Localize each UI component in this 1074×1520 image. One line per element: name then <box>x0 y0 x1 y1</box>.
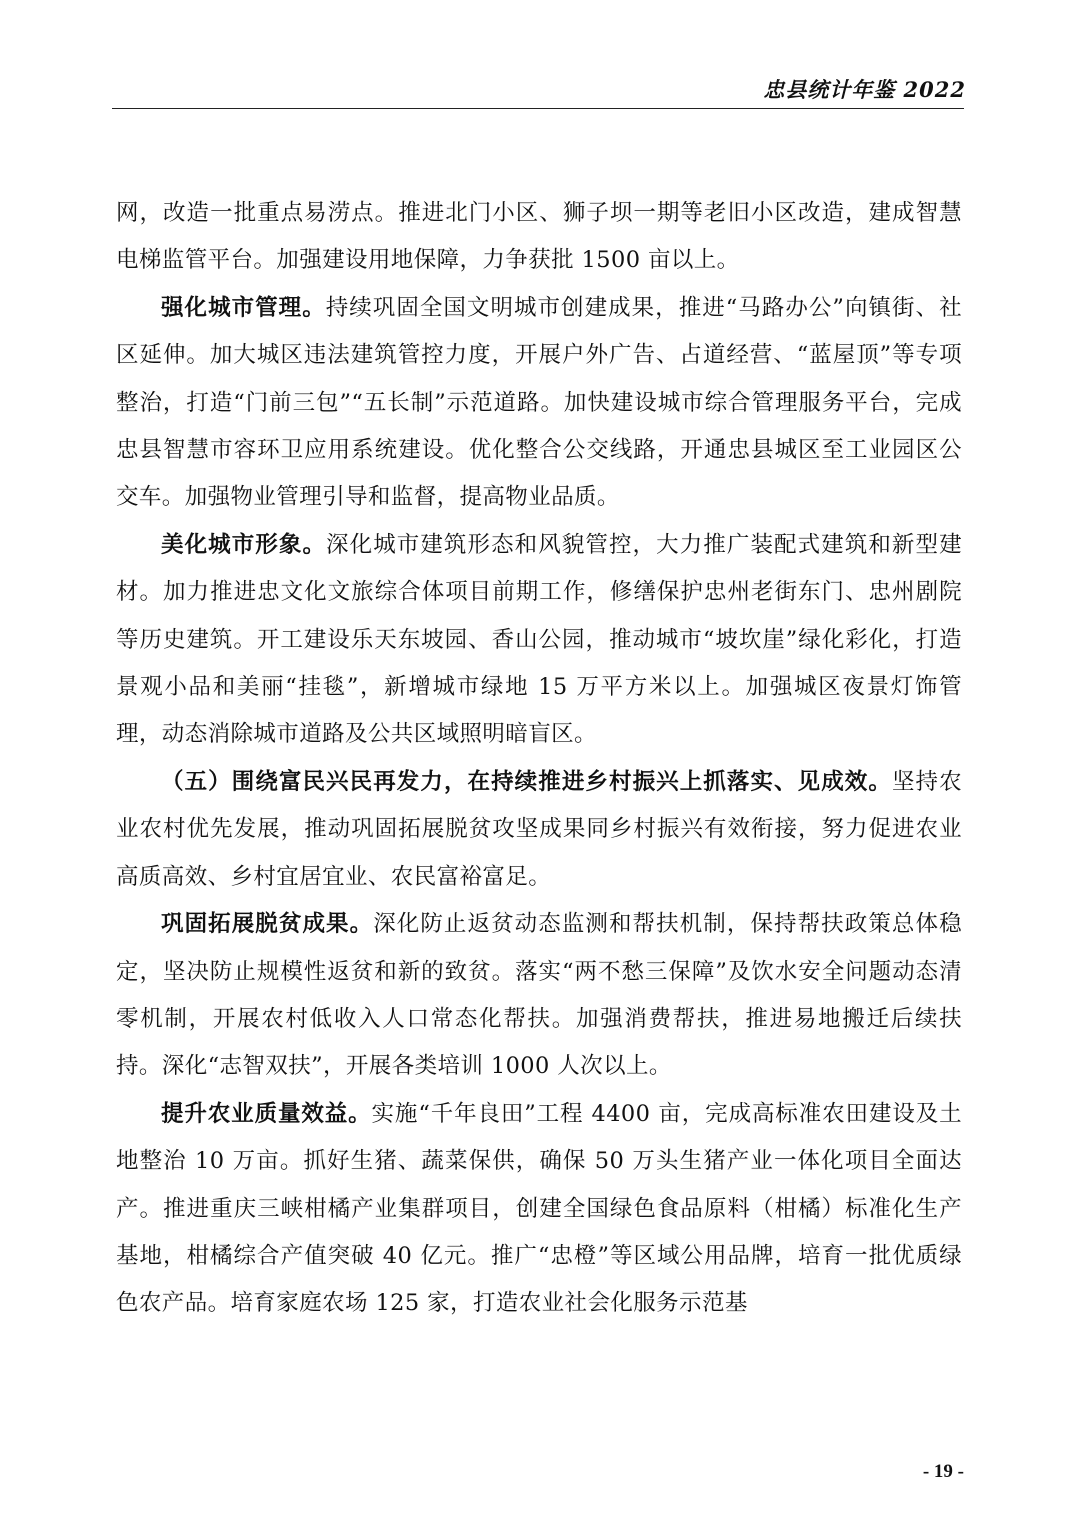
paragraph-text: 深化防止返贫动态监测和帮扶机制，保持帮扶政策总体稳定，坚决防止规模性返贫和新的致贫。落实“两不愁三保障”及饮水安全问题动态清零机制，开展农村低收入人口常态化帮扶。加强消费帮扶，推进易地搬迁后续扶持。深化“志智双扶”，开展各类培训 1000 人次以上。 <box>116 911 962 1080</box>
header-divider <box>112 108 964 109</box>
paragraph-text: 深化城市建筑形态和风貌管控，大力推广装配式建筑和新型建材。加力推进忠文化文旅综合体项目前期工作，修缮保护忠州老街东门、忠州剧院等历史建筑。开工建设乐天东坡园、香山公园，推动城市“坡坎崖”绿化彩化，打造景观小品和美丽“挂毯”，新增城市绿地 15 万平方米以上。加强城区夜景灯饰管理，动态消除城市道路及公共区域照明暗盲区。 <box>116 531 962 748</box>
paragraph-section-five <box>116 759 962 901</box>
paragraph-heading: 巩固拓展脱贫成果。 <box>161 911 374 938</box>
section-heading: （五）围绕富民兴民再发力，在持续推进乡村振兴上抓落实、见成效。 <box>161 768 892 795</box>
body-text <box>116 190 962 1328</box>
paragraph-poverty-results <box>116 901 962 1091</box>
paragraph-text: 持续巩固全国文明城市创建成果，推进“马路办公”向镇街、社区延伸。加大城区违法建筑管控力度，开展户外广告、占道经营、“蓝屋顶”等专项整治，打造“门前三包”“五长制”示范道路。加快建设城市综合管理服务平台，完成忠县智慧市容环卫应用系统建设。优化整合公交线路，开通忠县城区至工业园区公交车。加强物业管理引导和监督，提高物业品质。 <box>116 294 962 511</box>
page-number: - 19 - <box>922 1461 964 1482</box>
paragraph-text: 实施“千年良田”工程 4400 亩，完成高标准农田建设及土地整治 10 万亩。抓好生猪、蔬菜保供，确保 50 万头生猪产业一体化项目全面达产。推进重庆三峡柑橘产业集群项目，创建全国绿色食品原料（柑橘）标准化生产基地，柑橘综合产值突破 40 亿元。推广“忠橙”等区域公用品牌，培育一批优质绿色农产品。培育家庭农场 125 家，打造农业社会化服务示范基 <box>116 1100 962 1317</box>
paragraph-city-image <box>116 522 962 759</box>
paragraph-heading: 提升农业质量效益。 <box>161 1100 372 1127</box>
running-header: 忠县统计年鉴 2022 <box>763 77 966 102</box>
paragraph-text: 网，改造一批重点易涝点。推进北门小区、狮子坝一期等老旧小区改造，建成智慧电梯监管平台。加强建设用地保障，力争获批 1500 亩以上。 <box>116 200 962 274</box>
paragraph-heading: 美化城市形象。 <box>161 531 327 558</box>
paragraph-continuation <box>116 190 962 285</box>
paragraph-text: 坚持农业农村优先发展，推动巩固拓展脱贫攻坚成果同乡村振兴有效衔接，努力促进农业高质高效、乡村宜居宜业、农民富裕富足。 <box>116 768 962 890</box>
paragraph-heading: 强化城市管理。 <box>161 294 326 321</box>
paragraph-city-management <box>116 285 962 522</box>
paragraph-agriculture-quality <box>116 1091 962 1328</box>
